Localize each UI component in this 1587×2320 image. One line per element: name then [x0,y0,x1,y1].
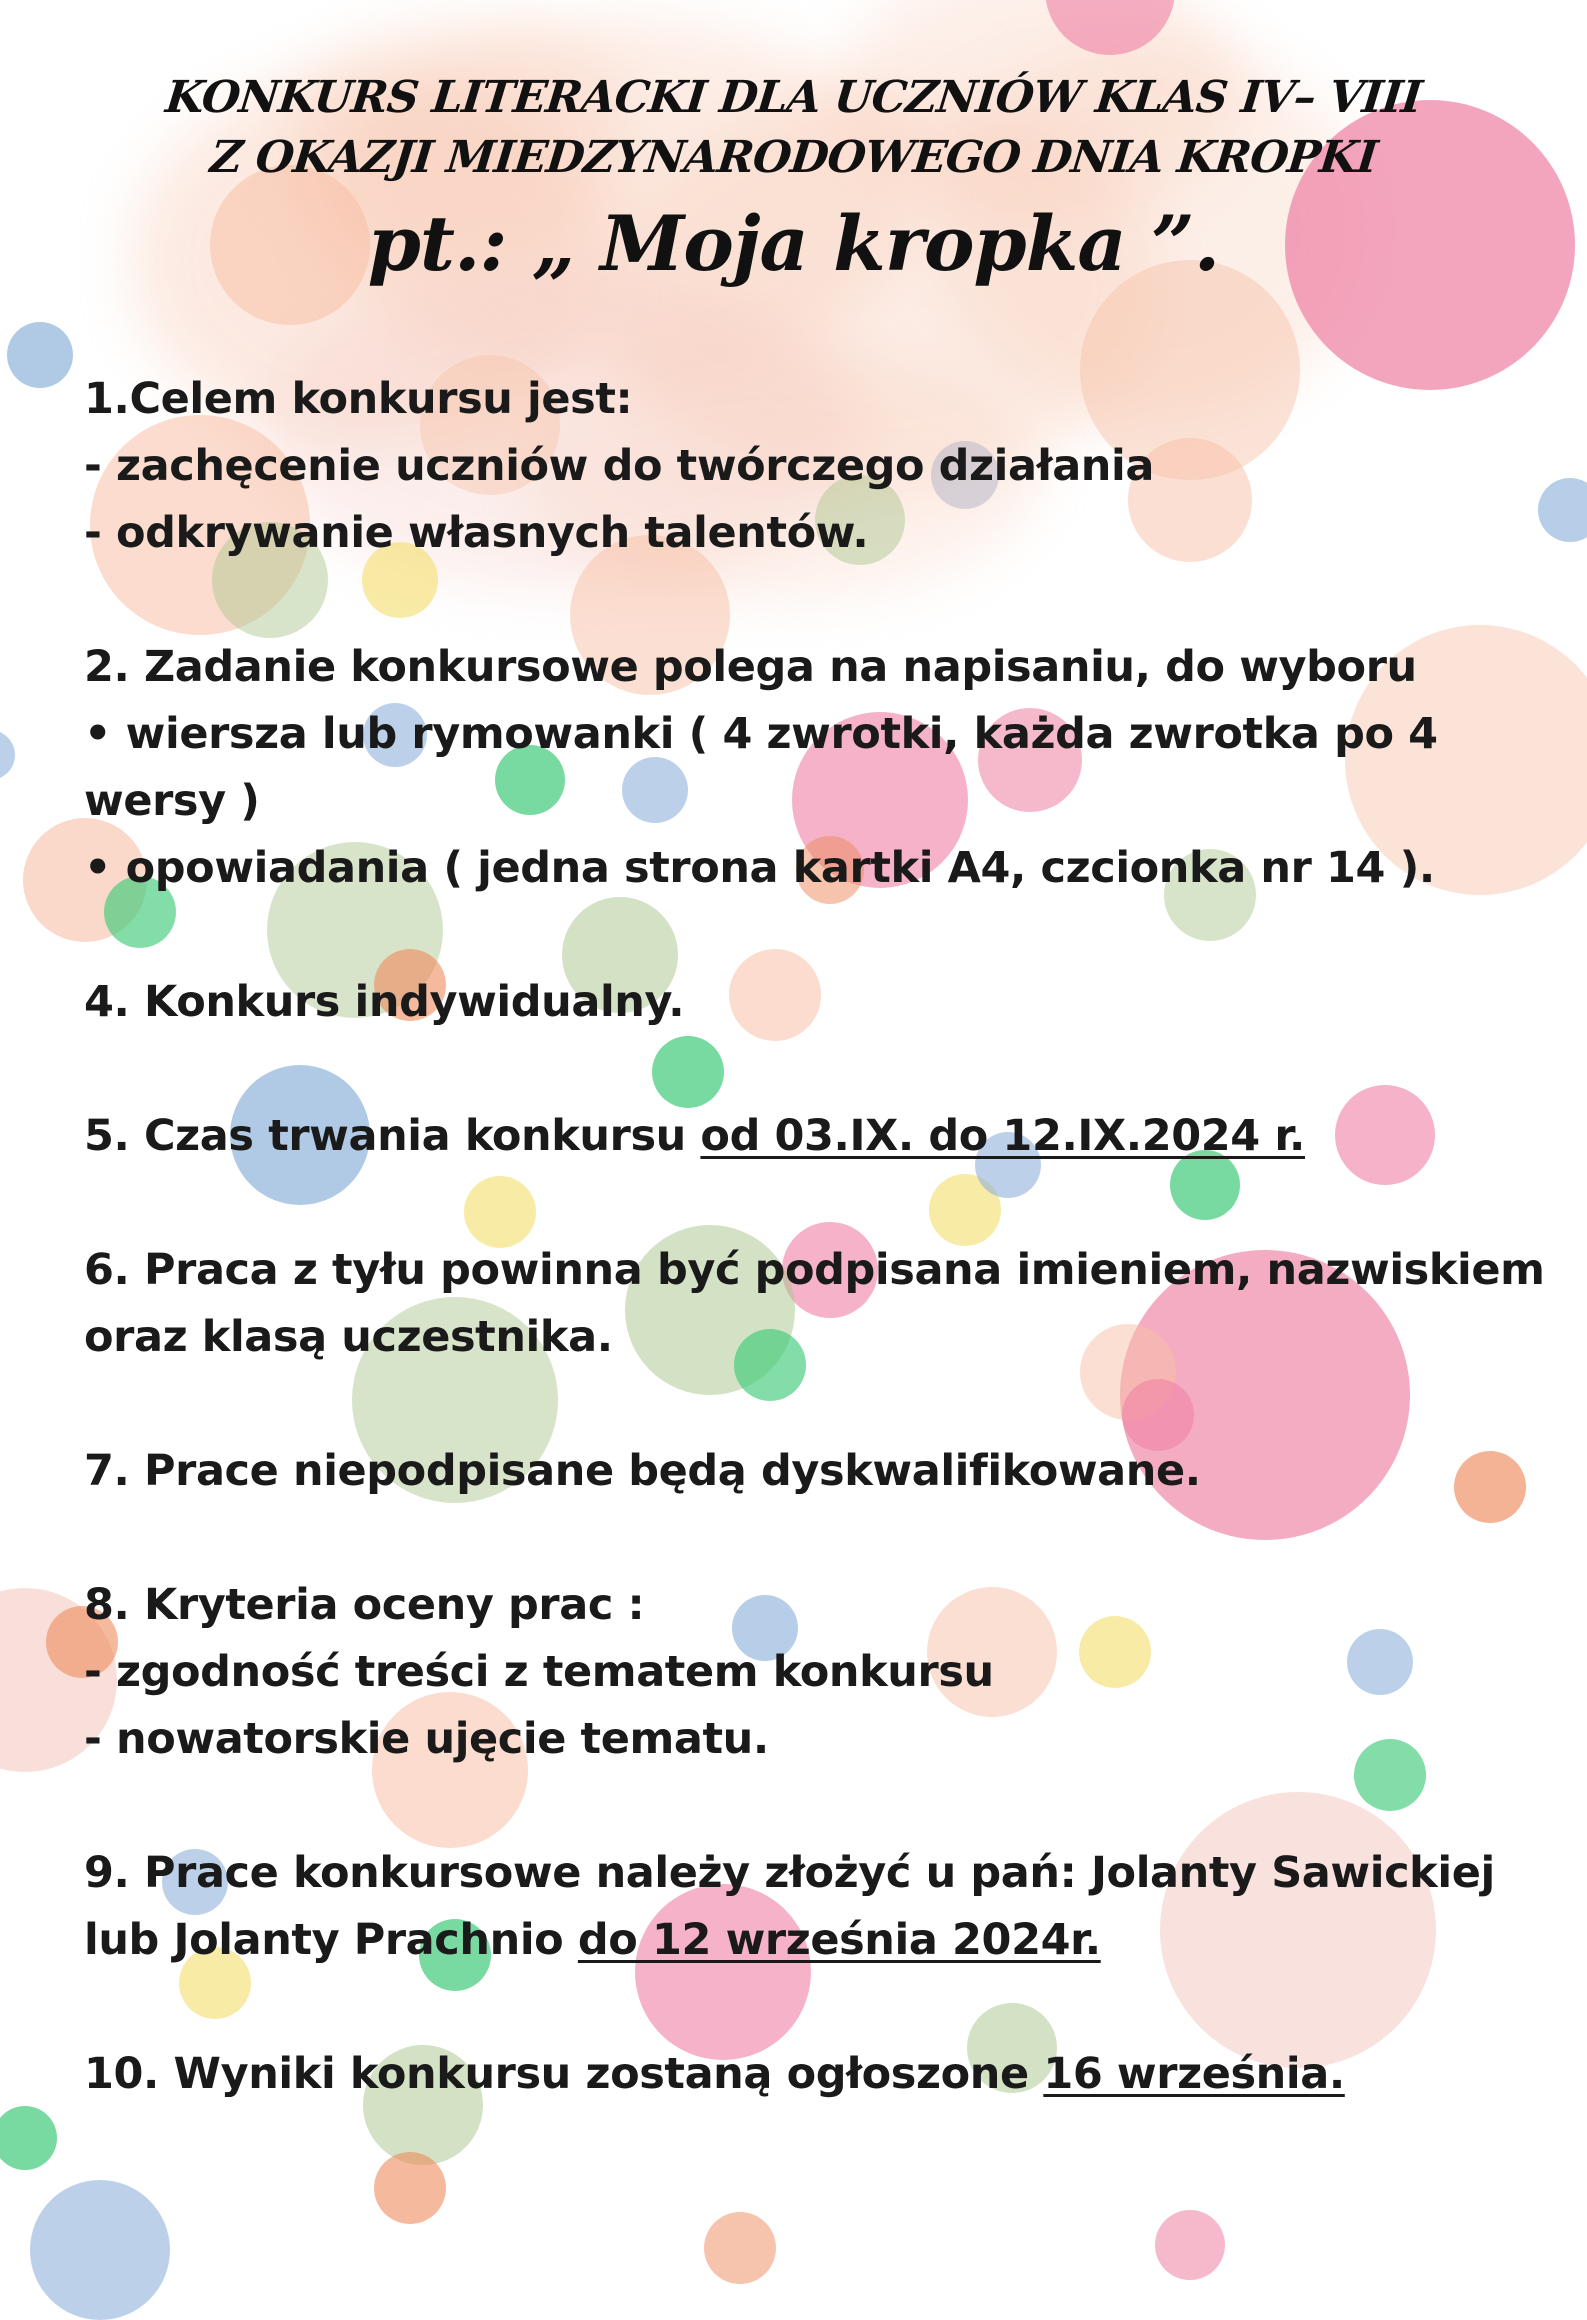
section-gap [84,902,1564,969]
decorative-dot [7,322,73,388]
decorative-dot [0,730,15,780]
section-gap [84,1036,1564,1103]
rule-text: 10. Wyniki konkursu zostaną ogłoszone [84,2049,1044,2099]
rule-text: 2. Zadanie konkursowe polega na napisaniu, do wyboru [84,642,1417,692]
rule-text: 7. Prace niepodpisane będą dyskwalifikowane. [84,1446,1201,1496]
rule-line [84,1304,1564,1371]
rule-text: 8. Kryteria oceny prac : [84,1580,645,1630]
rule-text: 9. Prace konkursowe należy złożyć u pań: Jolanty Sawickiej [84,1848,1495,1898]
rule-text: - zgodność treści z tematem konkursu [84,1647,994,1697]
rule-text: • opowiadania ( jedna strona kartki A4, czcionka nr 14 ). [84,843,1435,893]
rule-line [84,433,1564,500]
rule-line [84,1237,1564,1304]
section-gap [84,1505,1564,1572]
title-line-2: Z OKAZJI MIEDZYNARODOWEGO DNIA KROPKI [207,132,1380,183]
rule-line [84,366,1564,433]
rule-line [84,969,1564,1036]
rule-text: oraz klasą uczestnika. [84,1312,613,1362]
rule-line [84,768,1564,835]
rule-section-s2 [84,634,1564,902]
rules-list [84,366,1564,2108]
rule-text: - nowatorskie ujęcie tematu. [84,1714,769,1764]
rule-section-s4 [84,969,1564,1036]
rule-line [84,1572,1564,1639]
rule-line [84,1840,1564,1907]
rule-line [84,1639,1564,1706]
underlined-date: od 03.IX. do 12.IX.2024 r. [700,1111,1305,1161]
poster-subtitle: pt.: „ Moja kropka ”. [367,199,1220,288]
rule-text: 5. Czas trwania konkursu [84,1111,701,1161]
underlined-date: do 12 września 2024r. [577,1915,1101,1965]
rule-section-s6 [84,1237,1564,1371]
section-gap [84,1773,1564,1840]
decorative-dot [704,2212,776,2284]
rule-line [84,500,1564,567]
rule-line [84,2041,1564,2108]
rule-line [84,835,1564,902]
rule-section-s9 [84,1840,1564,1974]
rule-line [84,1103,1564,1170]
poster-header [60,68,1527,294]
rule-text: - odkrywanie własnych talentów. [84,508,869,558]
rule-text: lub Jolanty Prachnio [84,1915,578,1965]
section-gap [84,567,1564,634]
underlined-date: 16 września. [1043,2049,1345,2099]
rule-text: • wiersza lub rymowanki ( 4 zwrotki, każda zwrotka po 4 [84,709,1438,759]
rule-line [84,634,1564,701]
rule-line [84,1438,1564,1505]
rule-section-s5 [84,1103,1564,1170]
rule-line [84,1907,1564,1974]
section-gap [84,1371,1564,1438]
decorative-dot [1155,2210,1225,2280]
rule-text: 1.Celem konkursu jest: [84,374,633,424]
decorative-dot [374,2152,446,2224]
rule-line [84,1706,1564,1773]
rule-section-s10 [84,2041,1564,2108]
rule-text: wersy ) [84,776,260,826]
rule-section-s1 [84,366,1564,567]
rule-text: - zachęcenie uczniów do twórczego działania [84,441,1154,491]
section-gap [84,1170,1564,1237]
rule-text: 4. Konkurs indywidualny. [84,977,685,1027]
rule-section-s8 [84,1572,1564,1773]
rule-line [84,701,1564,768]
decorative-dot [30,2180,170,2320]
decorative-dot [0,2106,57,2170]
section-gap [84,1974,1564,2041]
rule-text: 6. Praca z tyłu powinna być podpisana imieniem, nazwiskiem [84,1245,1545,1295]
title-line-1: KONKURS LITERACKI DLA UCZNIÓW KLAS IV– VIII [163,72,1424,123]
rule-section-s7 [84,1438,1564,1505]
